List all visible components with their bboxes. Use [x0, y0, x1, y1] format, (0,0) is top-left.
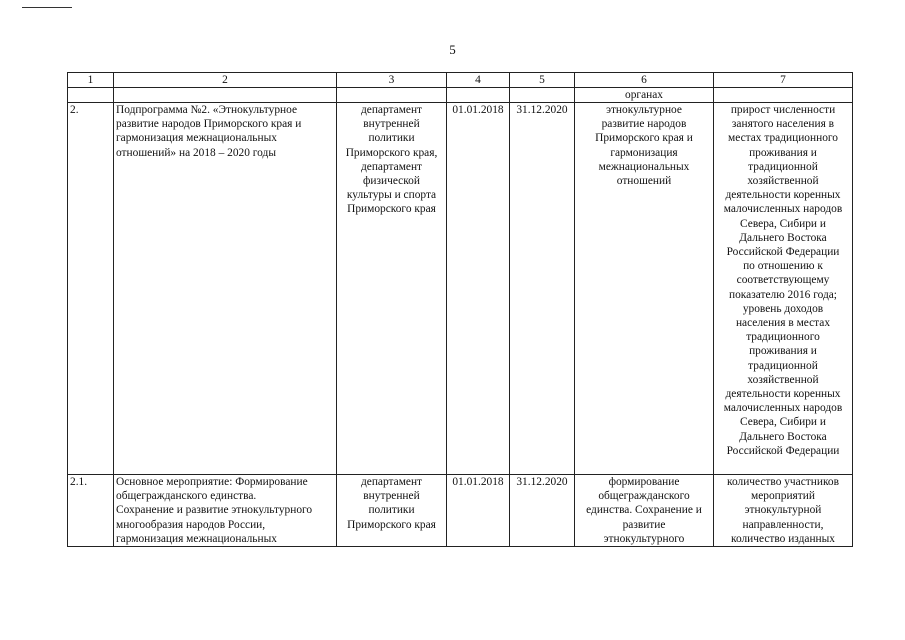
carryover-cell — [714, 88, 853, 103]
carryover-result-text: органах — [575, 88, 714, 103]
start-date: 01.01.2018 — [447, 103, 510, 475]
measures-table — [67, 72, 853, 547]
end-date: 31.12.2020 — [510, 103, 575, 475]
header-col-4: 4 — [447, 73, 510, 88]
row-number: 2.1. — [68, 475, 114, 547]
table-row — [68, 475, 853, 547]
expected-result: этнокультурное развитие народов Приморского края и гармонизация межнациональных отношений — [575, 103, 714, 475]
carryover-cell — [510, 88, 575, 103]
header-col-5: 5 — [510, 73, 575, 88]
top-rule — [22, 7, 72, 8]
measure-name: Основное мероприятие: Формирование общегражданского единства. Сохранение и развитие этнокультурного многообразия народов России, гармонизация межнациональных — [114, 475, 337, 547]
carryover-row — [68, 88, 853, 103]
indicator: количество участников мероприятий этнокультурной направленности, количество изданных — [714, 475, 853, 547]
carryover-cell — [337, 88, 447, 103]
header-col-3: 3 — [337, 73, 447, 88]
header-col-1: 1 — [68, 73, 114, 88]
header-col-7: 7 — [714, 73, 853, 88]
page-number: 5 — [449, 42, 456, 57]
carryover-cell — [447, 88, 510, 103]
table-row — [68, 103, 853, 475]
responsible-executor: департамент внутренней политики Приморского края — [337, 475, 447, 547]
table-header-row — [68, 73, 853, 88]
end-date: 31.12.2020 — [510, 475, 575, 547]
expected-result: формирование общегражданского единства. Сохранение и развитие этнокультурного — [575, 475, 714, 547]
start-date: 01.01.2018 — [447, 475, 510, 547]
header-col-6: 6 — [575, 73, 714, 88]
measure-name: Подпрограмма №2. «Этнокультурное развитие народов Приморского края и гармонизация межнациональных отношений» на 2018 – 2020 годы — [114, 103, 337, 475]
header-col-2: 2 — [114, 73, 337, 88]
carryover-cell — [68, 88, 114, 103]
carryover-cell — [114, 88, 337, 103]
responsible-executor: департамент внутренней политики Приморского края, департамент физической культуры и спорта Приморского края — [337, 103, 447, 475]
row-number: 2. — [68, 103, 114, 475]
indicator: прирост численности занятого населения в местах традиционного проживания и традиционной хозяйственной деятельности коренных малочисленных народов Севера, Сибири и Дальнего Востока Российской Федерации по отношению к соответствующему показателю 2016 года; уровень доходов населения в местах традиционного проживания и традиционной хозяйственной деятельности коренных малочисленных народов Севера, Сибири и Дальнего Востока Российской Федерации — [714, 103, 853, 475]
